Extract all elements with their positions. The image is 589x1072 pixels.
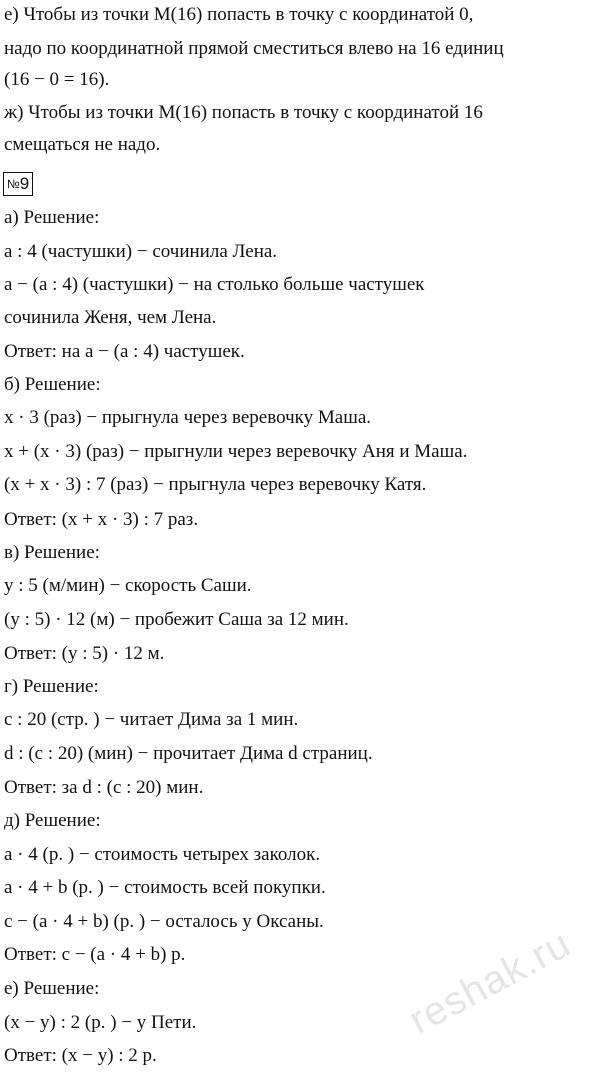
solution-line-a-heading: а) Решение:: [4, 207, 100, 228]
solution-line-d-1: a · 4 (р. ) − стоимость четырех заколок.: [4, 844, 321, 865]
solution-line-d-2: a · 4 + b (р. ) − стоимость всей покупки.: [4, 877, 326, 898]
solution-line-v-answer: Ответ: (y : 5) · 12 м.: [4, 643, 165, 664]
solution-line-v-heading: в) Решение:: [4, 542, 100, 563]
solution-line-v-1: y : 5 (м/мин) − скорость Саши.: [4, 575, 252, 596]
solution-line-a-3: сочинила Женя, чем Лена.: [4, 307, 217, 328]
paragraph-e-line-1: е) Чтобы из точки M(16) попасть в точку с координатой 0,: [4, 4, 474, 25]
paragraph-e-line-2: надо по координатной прямой сместиться влево на 16 единиц: [4, 38, 504, 59]
solution-line-e-answer: Ответ: (x − y) : 2 р.: [4, 1045, 157, 1066]
solution-line-b-2: x + (x · 3) (раз) − прыгнули через веревочку Аня и Маша.: [4, 441, 468, 462]
solution-line-b-1: x · 3 (раз) − прыгнула через веревочку Маша.: [4, 407, 372, 428]
task-number: 9: [19, 174, 30, 193]
solution-line-b-answer: Ответ: (x + x · 3) : 7 раз.: [4, 509, 199, 530]
task-number-badge: [3, 172, 33, 196]
solution-line-e-1: (x − y) : 2 (р. ) − у Пети.: [4, 1012, 197, 1033]
solution-line-b-3: (x + x · 3) : 7 (раз) − прыгнула через веревочку Катя.: [4, 474, 427, 495]
solution-line-a-1: a : 4 (частушки) − сочинила Лена.: [4, 241, 278, 262]
task-number-prefix: №: [6, 177, 20, 191]
solution-line-a-2: a − (a : 4) (частушки) − на столько больше частушек: [4, 274, 425, 295]
solution-line-g-heading: г) Решение:: [4, 676, 99, 697]
solution-line-d-answer: Ответ: c − (a · 4 + b) р.: [4, 944, 186, 965]
solution-line-g-1: c : 20 (стр. ) − читает Дима за 1 мин.: [4, 709, 299, 730]
solution-line-g-2: d : (c : 20) (мин) − прочитает Дима d страниц.: [4, 743, 373, 764]
solution-line-g-answer: Ответ: за d : (c : 20) мин.: [4, 777, 204, 798]
solution-line-a-answer: Ответ: на a − (a : 4) частушек.: [4, 341, 245, 362]
solution-line-v-2: (y : 5) · 12 (м) − пробежит Саша за 12 мин.: [4, 609, 349, 630]
solution-line-e-heading: е) Решение:: [4, 978, 100, 999]
solution-line-d-3: c − (a · 4 + b) (р. ) − осталось у Оксаны.: [4, 911, 324, 932]
paragraph-zh-line-2: смещаться не надо.: [4, 134, 161, 155]
solution-line-b-heading: б) Решение:: [4, 374, 101, 395]
paragraph-zh-line-1: ж) Чтобы из точки M(16) попасть в точку с координатой 16: [4, 102, 483, 123]
paragraph-e-line-3: (16 − 0 = 16).: [4, 69, 110, 90]
solution-line-d-heading: д) Решение:: [4, 810, 101, 831]
watermark: reshak.ru: [402, 921, 578, 1043]
